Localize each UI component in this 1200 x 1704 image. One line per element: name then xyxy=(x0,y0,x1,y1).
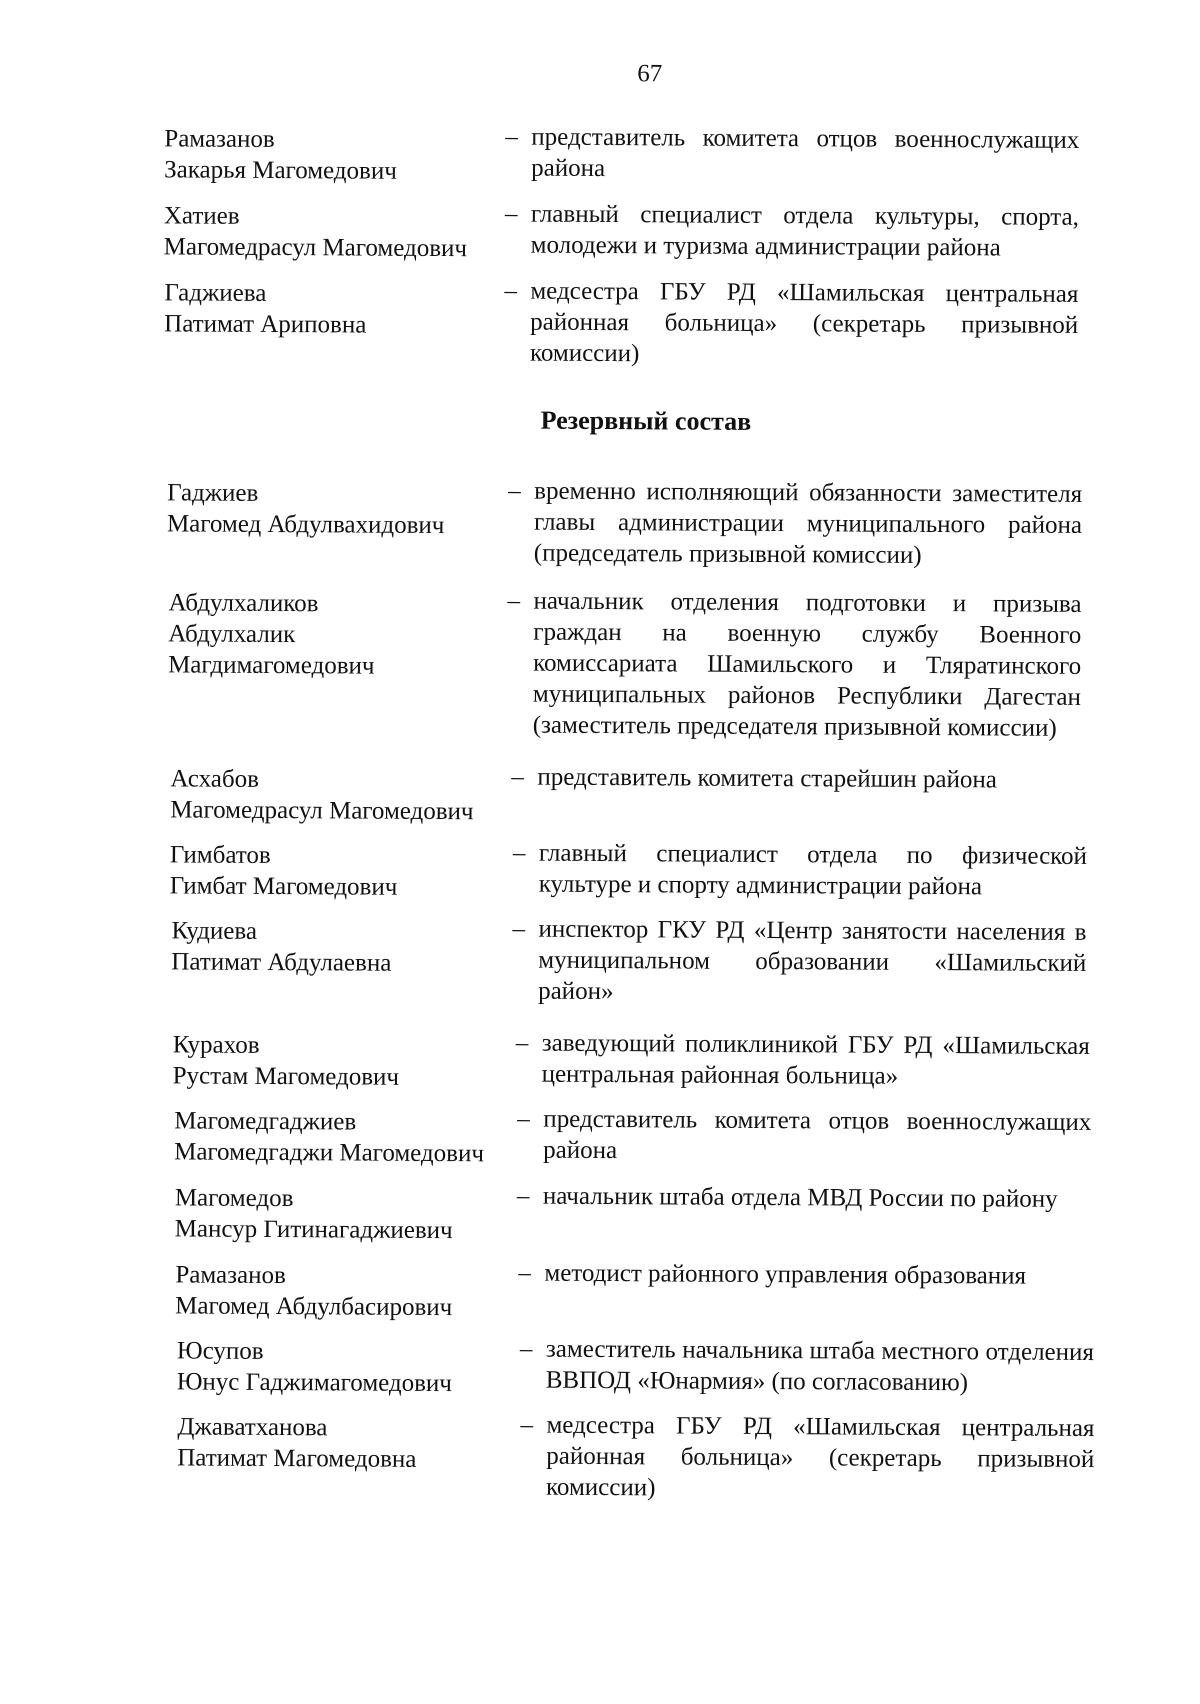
member-duty xyxy=(518,1258,1092,1293)
member-duty-text: представитель комитета отцов военнослужащих района xyxy=(531,123,1080,183)
member-name-line: Гаджиева xyxy=(164,279,267,307)
member-name-line: Джаватханова xyxy=(177,1413,328,1442)
member-entry xyxy=(4,199,1200,263)
member-duty xyxy=(517,1180,1091,1215)
member-name-line: Магомедов xyxy=(174,1184,294,1213)
member-duty-text: главный специалист отдела культуры, спорта, молодежи и туризма администрации района xyxy=(530,200,1079,262)
member-name xyxy=(174,1105,484,1169)
member-duty-text: начальник отделения подготовки и призыва граждан на военную службу Военного комиссариата Шамильского и Тляратинского муниципальных районов Республики Дагестан (заместитель председателя призывной комиссии) xyxy=(532,587,1082,742)
member-entry xyxy=(0,838,1200,901)
member-name-line: Рамазанов xyxy=(175,1261,286,1290)
member-duty-text: медсестра ГБУ РД «Шамильская центральная районная больница» (секретарь призывной комиссии) xyxy=(546,1411,1095,1502)
member-duty xyxy=(512,913,1087,1010)
member-entry xyxy=(0,1334,1197,1398)
member-name-line: Гимбат Магомедович xyxy=(169,872,398,901)
dash-bullet: – xyxy=(517,1105,530,1133)
member-name-line: Абдулхаликов xyxy=(168,589,319,618)
member-duty-text: представитель комитета отцов военнослужащих района xyxy=(543,1105,1092,1165)
member-name-line: Патимат Магомедовна xyxy=(177,1444,417,1473)
member-duty xyxy=(507,585,1082,744)
page-number: 67 xyxy=(637,60,663,88)
member-name xyxy=(170,763,474,827)
member-duty-text: начальник штаба отдела МВД России по району xyxy=(542,1182,1058,1213)
member-name-line: Абдулхалик xyxy=(168,620,296,649)
reserve-section-heading: Резервный состав xyxy=(540,405,752,436)
member-name-line: Рамазанов xyxy=(164,125,275,153)
member-name-line: Магомедрасул Магомедович xyxy=(170,796,474,826)
member-name xyxy=(175,1259,452,1323)
member-entry xyxy=(2,586,1200,742)
member-duty xyxy=(505,198,1079,264)
dash-bullet: – xyxy=(515,1029,529,1057)
member-name-line: Мансур Гитинагаджиевич xyxy=(174,1215,453,1245)
member-entry xyxy=(1,762,1200,826)
member-name xyxy=(171,915,391,978)
member-name-line: Курахов xyxy=(172,1031,260,1059)
dash-bullet: – xyxy=(512,915,526,943)
member-entry xyxy=(4,122,1200,185)
member-duty xyxy=(520,1334,1094,1400)
member-duty xyxy=(504,275,1079,372)
member-name-line: Патимат Ариповна xyxy=(164,310,367,339)
member-name-line: Магомед Абдулбасирович xyxy=(175,1292,453,1322)
member-duty xyxy=(511,761,1085,796)
member-entry xyxy=(2,476,1200,569)
dash-bullet: – xyxy=(507,587,521,615)
member-duty-text: представитель комитета старейшин района xyxy=(537,763,997,794)
member-duty-text: заведующий поликлиникой ГБУ РД «Шамильская центральная районная больница» xyxy=(541,1029,1090,1090)
member-name xyxy=(164,123,397,186)
member-name-line: Хатиев xyxy=(163,202,240,230)
member-name-line: Юнус Гаджимагомедович xyxy=(176,1368,453,1398)
member-name-line: Патимат Абдулаевна xyxy=(171,948,392,977)
dash-bullet: – xyxy=(518,1259,531,1287)
member-duty-text: методист районного управления образования xyxy=(544,1259,1027,1290)
member-name-line: Магомедгаджиев xyxy=(174,1107,357,1136)
member-duty-text: медсестра ГБУ РД «Шамильская центральная районная больница» (секретарь призывной комиссии) xyxy=(529,277,1079,368)
dash-bullet: – xyxy=(505,123,518,151)
member-entry xyxy=(0,1104,1198,1168)
member-entry xyxy=(0,1028,1199,1091)
member-name xyxy=(177,1335,453,1399)
dash-bullet: – xyxy=(508,477,521,505)
member-name-line: Юсупов xyxy=(176,1337,264,1365)
member-name-line: Закарья Магомедович xyxy=(164,156,397,185)
member-entry xyxy=(0,1410,1197,1502)
dash-bullet: – xyxy=(512,839,526,867)
member-entry xyxy=(0,1258,1197,1322)
dash-bullet: – xyxy=(520,1411,534,1439)
member-entry xyxy=(3,276,1200,368)
member-duty xyxy=(517,1104,1091,1170)
dash-bullet: – xyxy=(504,200,518,228)
member-name xyxy=(167,477,445,541)
member-name-line: Магомед Абдулвахидович xyxy=(166,510,445,540)
member-entry xyxy=(0,1181,1198,1245)
member-duty xyxy=(513,837,1087,903)
dash-bullet: – xyxy=(516,1182,530,1210)
member-duty-text: заместитель начальника штаба местного отделения ВВПОД «Юнармия» (по согласованию) xyxy=(545,1335,1095,1397)
member-name xyxy=(168,587,375,681)
member-name-line: Кудиева xyxy=(171,917,258,945)
member-duty xyxy=(516,1027,1090,1093)
member-duty xyxy=(520,1410,1095,1507)
dash-bullet: – xyxy=(519,1335,533,1363)
member-duty-text: главный специалист отдела по физической культуре и спорту администрации района xyxy=(538,839,1088,901)
member-name-line: Гимбатов xyxy=(169,841,271,869)
member-duty xyxy=(505,121,1079,187)
member-name xyxy=(173,1029,400,1092)
member-name-line: Магдимагомедович xyxy=(168,651,375,680)
member-name-line: Асхабов xyxy=(170,765,260,793)
dash-bullet: – xyxy=(504,277,517,305)
member-name xyxy=(177,1411,417,1474)
member-name-line: Рустам Магомедович xyxy=(172,1062,400,1091)
member-name-line: Гаджиев xyxy=(167,479,259,507)
member-duty-text: инспектор ГКУ РД «Центр занятости населения в муниципальном образовании «Шамильский район» xyxy=(538,915,1087,1006)
dash-bullet: – xyxy=(511,763,525,791)
member-name xyxy=(175,1182,453,1246)
member-name xyxy=(164,200,468,264)
member-entry xyxy=(0,914,1200,1006)
member-duty xyxy=(508,475,1083,572)
member-duty-text: временно исполняющий обязанности заместителя главы администрации муниципального района (председатель призывной комиссии) xyxy=(533,477,1083,569)
member-name xyxy=(164,277,367,340)
member-name xyxy=(170,839,398,902)
member-name-line: Магомедрасул Магомедович xyxy=(163,233,468,263)
member-name-line: Магомедгаджи Магомедович xyxy=(174,1138,485,1168)
